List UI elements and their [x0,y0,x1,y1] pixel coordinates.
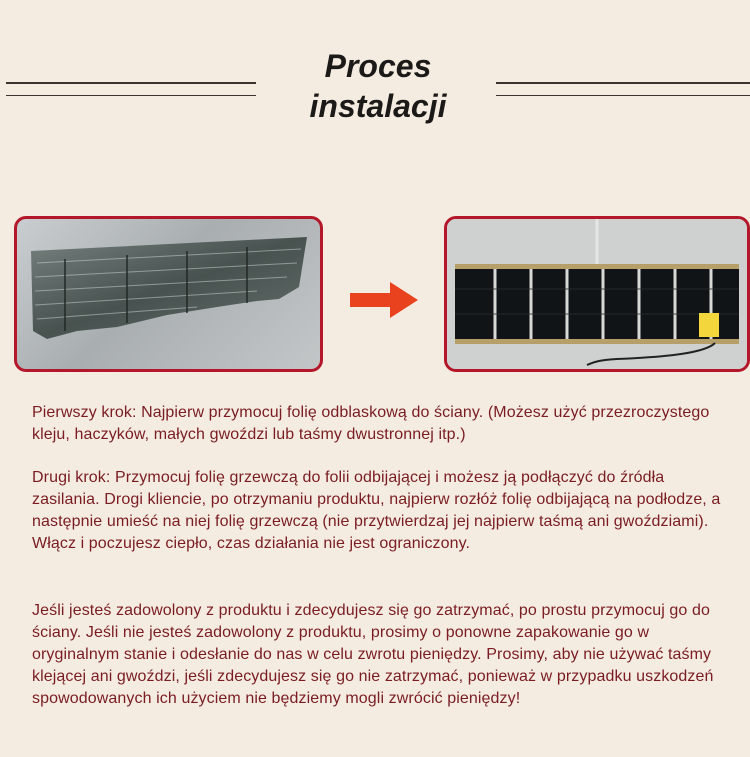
title-rule-left-top [6,82,256,84]
step-two-text: Drugi krok: Przymocuj folię grzewczą do folii odbijającej i możesz ją podłączyć do źródła zasilania. Drogi kliencie, po otrzymaniu produktu, najpierw rozłóż folię odbijającą na podłodze, a następnie umieść na niej folię grzewczą (nie przytwierdzaj jej najpierw taśmą ani gwoździami). Włącz i poczujesz ciepło, czas działania nie jest ograniczony. [32,469,721,552]
page-title-line-1: Proces [324,48,432,84]
page-title-line-2: instalacji [309,88,447,124]
page-title [230,46,526,126]
return-policy-text: Jeśli jesteś zadowolony z produktu i zdecydujesz się go zatrzymać, po prostu przymocuj go do ściany. Jeśli nie jesteś zadowolony z produktu, prosimy o ponowne zapakowanie go w oryginalnym stanie i odesłanie do nas w celu zwrotu pieniędzy. Prosimy, aby nie używać taśmy klejącej ani gwoździ, jeśli zdecydujesz się go nie zatrzymać, ponieważ w przypadku uszkodzeń spowodowanych ich użyciem nie będziemy mogli zwrócić pieniędzy! [32,602,714,707]
reflective-foil-photo [14,216,323,372]
reflective-foil-illustration [17,219,320,369]
title-rule-right-bottom [496,95,750,96]
heating-film-photo [444,216,750,372]
title-rule-left-bottom [6,95,256,96]
heating-film-illustration [447,219,747,369]
step-one-text: Pierwszy krok: Najpierw przymocuj folię odblaskową do ściany. (Możesz użyć przezroczystego kleju, haczyków, małych gwoździ lub taśmy dwustronnej itp.) [32,404,710,443]
title-rule-right-top [496,82,750,84]
right-arrow-icon [350,282,418,318]
